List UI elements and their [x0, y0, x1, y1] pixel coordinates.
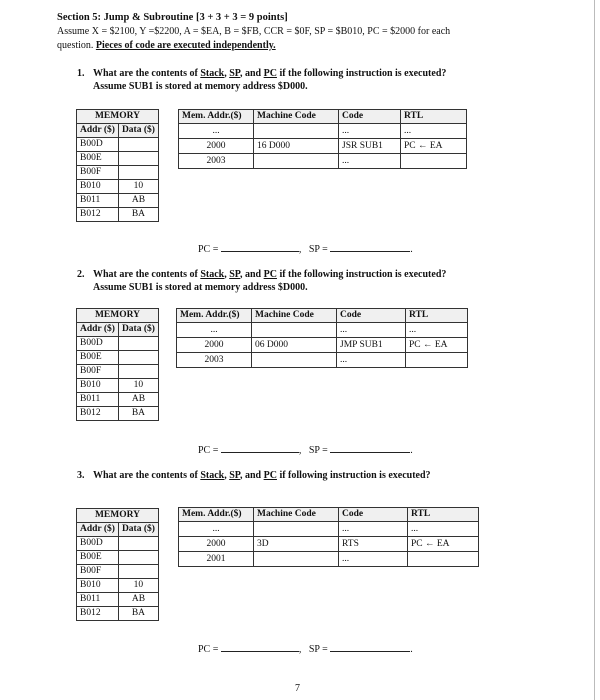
code-table-2: Mem. Addr.($) Machine Code Code RTL ... ... ... 2000 06 D000 JMP SUB1 PC ← EA 2003 ... [176, 308, 468, 368]
table-row: 2000 06 D000 JMP SUB1 PC ← EA [177, 338, 468, 353]
question-2: 2. What are the contents of Stack, SP, and PC if the following instruction is executed? Assume SUB1 is stored at memory address $D000. [77, 269, 447, 293]
table-row: 2000 3D RTS PC ← EA [179, 537, 479, 552]
code-table-3: Mem. Addr.($) Machine Code Code RTL ... ... ... 2000 3D RTS PC ← EA 2001 ... [178, 507, 479, 567]
page-number: 7 [295, 683, 300, 694]
table-row: B00D [77, 337, 159, 351]
table-row: B00E [77, 351, 159, 365]
question-3: 3. What are the contents of Stack, SP, and PC if following instruction is executed? [77, 470, 431, 481]
pc-answer-blank[interactable] [221, 242, 299, 252]
answer-line-2: PC = , SP = . [198, 445, 413, 456]
section-title: Section 5: Jump & Subroutine [3 + 3 + 3 = 9 points] [57, 12, 288, 23]
sp-answer-blank[interactable] [330, 642, 410, 652]
assume-line: Assume X = $2100, Y =$2200, A = $EA, B = $FB, CCR = $0F, SP = $B010, PC = $2000 for each [57, 26, 451, 37]
table-row: B00D [77, 537, 159, 551]
table-row: B00F [77, 166, 159, 180]
table-row: B00E [77, 551, 159, 565]
code-table-1: Mem. Addr.($) Machine Code Code RTL ... ... ... 2000 16 D000 JSR SUB1 PC ← EA 2003 ... [178, 109, 467, 169]
table-row: B010 10 [77, 579, 159, 593]
table-row: B00F [77, 365, 159, 379]
table-row: ... ... ... [177, 323, 468, 338]
table-row: B00F [77, 565, 159, 579]
table-row: 2000 16 D000 JSR SUB1 PC ← EA [179, 139, 467, 154]
table-row: B010 10 [77, 379, 159, 393]
table-row: 2003 ... [179, 154, 467, 169]
question-1: 1. What are the contents of Stack, SP, and PC if the following instruction is executed? Assume SUB1 is stored at memory address $D000. [77, 68, 447, 92]
table-row: B00D [77, 138, 159, 152]
table-row: 2003 ... [177, 353, 468, 368]
answer-line-3: PC = , SP = . [198, 644, 413, 655]
memory-table-3: MEMORY Addr ($) Data ($) B00D B00E B00F B010 10 B011 AB B012 BA [76, 508, 159, 621]
table-row: B011 AB [77, 393, 159, 407]
table-row: B011 AB [77, 593, 159, 607]
table-row: ... ... ... [179, 124, 467, 139]
table-row: B012 BA [77, 407, 159, 421]
table-row: B00E [77, 152, 159, 166]
table-row: B012 BA [77, 607, 159, 621]
answer-line-1: PC = , SP = . [198, 244, 413, 255]
table-row: ... ... ... [179, 522, 479, 537]
table-row: B011 AB [77, 194, 159, 208]
memory-table-2: MEMORY Addr ($) Data ($) B00D B00E B00F B010 10 B011 AB B012 BA [76, 308, 159, 421]
table-row: 2001 ... [179, 552, 479, 567]
pc-answer-blank[interactable] [221, 443, 299, 453]
independent-note: Pieces of code are executed independently. [95, 40, 276, 51]
assume-line-2: question. Pieces of code are executed independently. [57, 40, 276, 51]
table-row: B010 10 [77, 180, 159, 194]
sp-answer-blank[interactable] [330, 443, 410, 453]
pc-answer-blank[interactable] [221, 642, 299, 652]
table-row: B012 BA [77, 208, 159, 222]
memory-table-1: MEMORY Addr ($) Data ($) B00D B00E B00F B010 10 B011 AB B012 BA [76, 109, 159, 222]
sp-answer-blank[interactable] [330, 242, 410, 252]
